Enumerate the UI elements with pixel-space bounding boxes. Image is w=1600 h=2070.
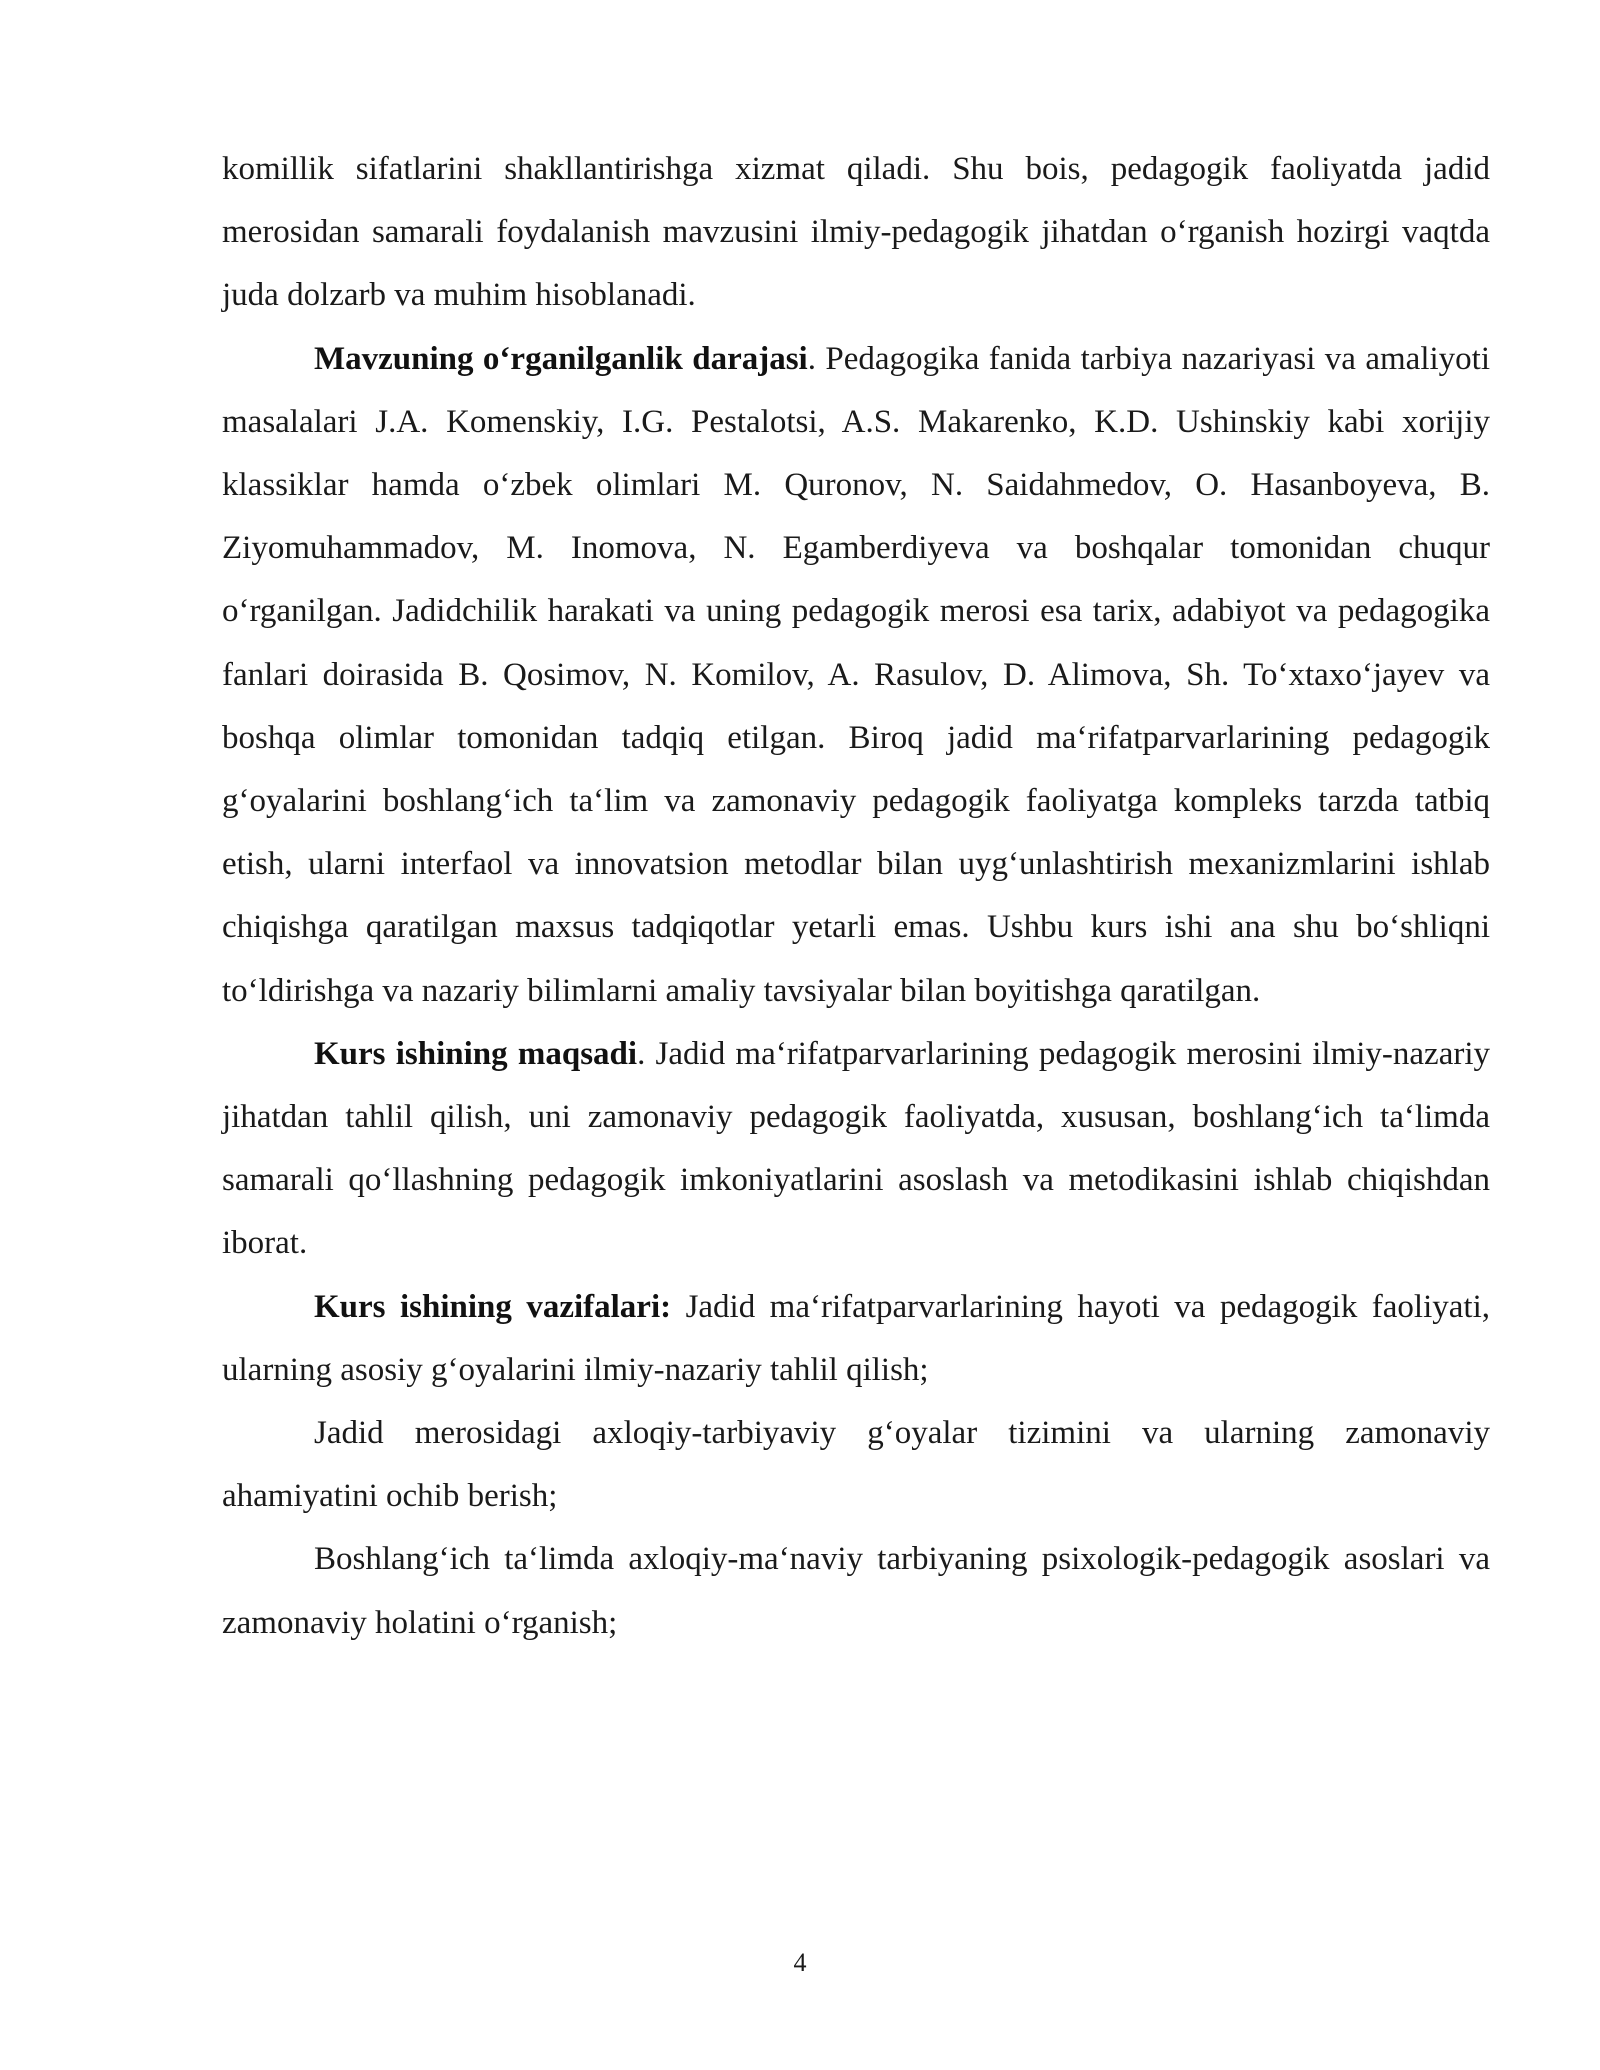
paragraph-task-item bbox=[222, 1528, 1490, 1654]
paragraph-heading: Mavzuning o‘rganilganlik darajasi bbox=[314, 340, 808, 377]
paragraph-goal bbox=[222, 1023, 1490, 1276]
paragraph-tasks bbox=[222, 1276, 1490, 1402]
paragraph-text: . Jadid ma‘rifatparvarlarining pedagogik merosini ilmiy-nazariy jihatdan tahlil qilish, uni zamonaviy pedagogik faoliyatda, xususan, boshlang‘ich ta‘limda samarali qo‘llashning pedagogik imkoniyatlarini asoslash va metodikasini ishlab chiqishdan iborat. bbox=[222, 1035, 1491, 1262]
paragraph-text: . Pedagogika fanida tarbiya nazariyasi va amaliyoti masalalari J.A. Komenskiy, I.G. Pestalotsi, A.S. Makarenko, K.D. Ushinskiy kabi xorijiy klassiklar hamda o‘zbek olimlari M. Quronov, N. Saidahmedov, O. Hasanboyeva, B. Ziyomuhammadov, M. Inomova, N. Egamberdiyeva va boshqalar tomonidan chuqur o‘rganilgan. Jadidchilik harakati va uning pedagogik merosi esa tarix, adabiyot va pedagogika fanlari doirasida B. Qosimov, N. Komilov, A. Rasulov, D. Alimova, Sh. To‘xtaxo‘jayev va boshqa olimlar tomonidan tadqiq etilgan. Biroq jadid ma‘rifatparvarlarining pedagogik g‘oyalarini boshlang‘ich ta‘lim va zamonaviy pedagogik faoliyatga kompleks tarzda tatbiq etish, ularni interfaol va innovatsion metodlar bilan uyg‘unlashtirish mexanizmlarini ishlab chiqishga qaratilgan maxsus tadqiqotlar yetarli emas. Ushbu kurs ishi ana shu bo‘shliqni to‘ldirishga va nazariy bilimlarni amaliy tavsiyalar bilan boyitishga qaratilgan. bbox=[222, 340, 1491, 1009]
paragraph-text: komillik sifatlarini shakllantirishga xizmat qiladi. Shu bois, pedagogik faoliyatda jadid merosidan samarali foydalanish mavzusini ilmiy-pedagogik jihatdan o‘rganish hozirgi vaqtda juda dolzarb va muhim hisoblanadi. bbox=[222, 151, 1490, 314]
paragraph-study-level bbox=[222, 328, 1490, 1023]
paragraph-heading: Kurs ishining maqsadi bbox=[314, 1035, 638, 1072]
document-body bbox=[222, 138, 1490, 1655]
paragraph-continuation bbox=[222, 138, 1490, 328]
paragraph-text: Jadid merosidagi axloqiy-tarbiyaviy g‘oyalar tizimini va ularning zamonaviy ahamiyatini ochib berish; bbox=[222, 1415, 1490, 1515]
paragraph-text: Boshlang‘ich ta‘limda axloqiy-ma‘naviy tarbiyaning psixologik-pedagogik asoslari va zamonaviy holatini o‘rganish; bbox=[222, 1541, 1490, 1641]
paragraph-task-item bbox=[222, 1402, 1490, 1528]
page-number: 4 bbox=[793, 1948, 807, 1977]
paragraph-heading: Kurs ishining vazifalari: bbox=[314, 1288, 672, 1325]
paragraph-text: Jadid ma‘rifatparvarlarining hayoti va pedagogik faoliyati, ularning asosiy g‘oyalarini ilmiy-nazariy tahlil qilish; bbox=[222, 1288, 1490, 1388]
